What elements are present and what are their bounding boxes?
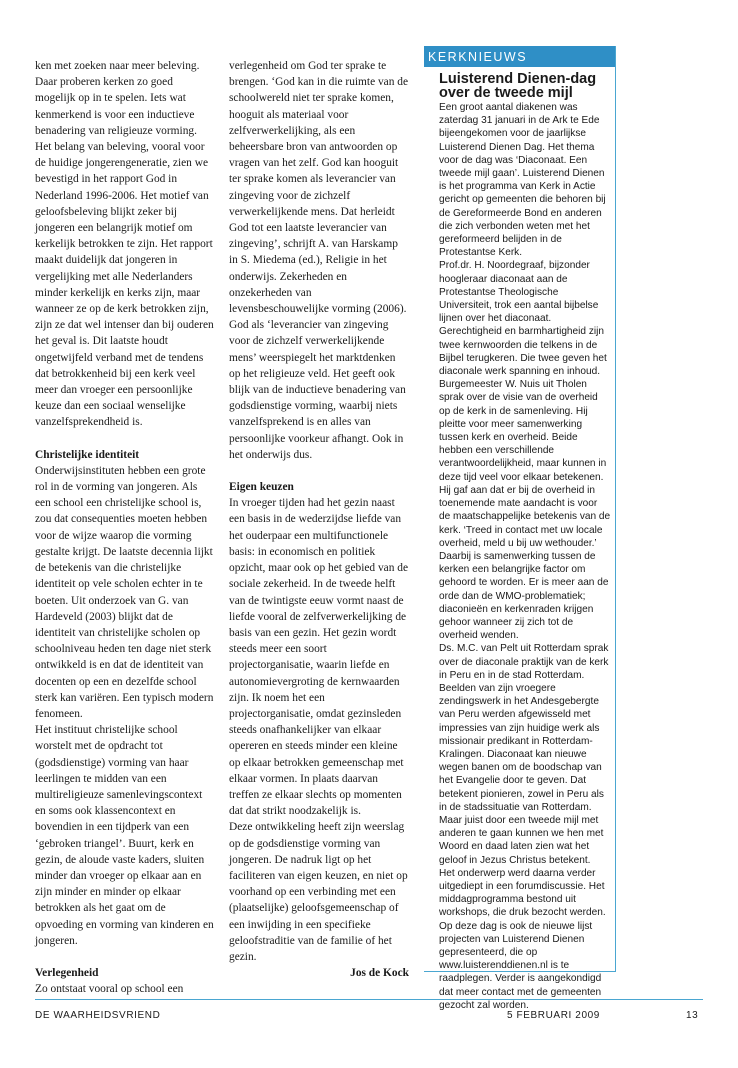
sidebar-headline: Luisterend Dienen-dag over de tweede mijl [439,71,597,101]
column1-paragraph-2: Het belang van beleving, vooral voor de huidige jongerengeneratie, zien we bevestigd in het rapport God in Nederland 1996-2006. Het motief van geloofsbeleving blijkt zeker bij jongeren een belangrijk motief om kerkelijk betrokken te zijn. Het rapport maakt duidelijk dat jongeren in vergelijking met alle Nederlanders minder kerkelijk en kerks zijn, maar wanneer ze op de kerk betrokken zijn, zijn ze dat wel intenser dan bij ouderen het geval is. Dit laatste houdt ongetwijfeld verband met de tendens dat betrokkenheid bij een kerk veel meer dan vroeger een persoonlijke keuze dan een sociaal wenselijke vanzelfsprekendheid is. [35,141,214,429]
article-column-2 [229,58,409,981]
kerknieuws-sidebar [424,46,616,1011]
sidebar-paragraph-5: Het onderwerp werd daarna verder uitgediept in een forumdiscussie. Het middagprogramma bestond uit workshops, die druk bezocht werden. Op deze dag is ook de nieuwe lijst projecten van Luisterend Dienen gepresenteerd, die op www.luisterenddienen.nl is te raadplegen. Verder is aangekondigd dat meer contact met de gemeenten gezocht zal worden. [439,867,606,1011]
section-label: KERKNIEUWS [424,46,615,67]
heading-christelijke-identiteit: Christelijke identiteit [35,448,140,461]
column2-paragraph-1: verlegenheid om God ter sprake te brengen. ‘God kan in die ruimte van de schoolwereld niet ter sprake komen, hooguit als materiaal voor zelfverwerkelijking, als een beheersbare bron van antwoorden op vragen van het zelf. God kan hooguit ter sprake komen als leverancier van zingeving voor de zichzelf verwerkelijkende mens. Dat herleidt God tot een laatste leverancier van zingeving’, schrijft A. van Harskamp in S. Miedema (ed.), Religie in het onderwijs. Zekerheden en onzekerheden van levensbeschouwelijke vorming (2006). [229,60,409,316]
column1-paragraph-4: Het instituut christelijke school worstelt met de opdracht tot (godsdienstige) vorming van haar leerlingen te midden van een multireligieuze samenlevingscontext en soms ook klassencontext en bovendien in een tijdperk van een ‘gebroken triangel’. Buurt, kerk en gezin, de aloude vaste kaders, sluiten minder dan vroeger op elkaar aan en zijn minder en minder op elkaar betrokken als het gaat om de opvoeding en vorming van kinderen en jongeren. [35,724,214,947]
column2-paragraph-2: God als ‘leverancier van zingeving voor de zichzelf verwerkelijkende mens’ weerspiegelt het marktdenken op het religieuze veld. Het geeft ook blijk van de inductieve benadering van godsdienstige vorming, waarbij niets vanzelfsprekend is en alles van persoonlijke voorkeur afhangt. Ook in het onderwijs dus. [229,319,406,461]
heading-verlegenheid: Verlegenheid [35,966,99,979]
footer-publication: DE WAARHEIDSVRIEND [35,1010,161,1021]
column1-paragraph-3: Onderwijsinstituten hebben een grote rol in de vorming van jongeren. Als een school een christelijke school is, zou dat consequenties moeten hebben voor de wijze waarop die vorming gestalte krijgt. De laatste decennia lijkt de betekenis van die christelijke identiteit op vele scholen echter in te boeten. Uit onderzoek van G. van Hardeveld (2003) blijkt dat de identiteit van christelijke scholen op schoolniveau heden ten dage niet sterk ontwikkeld is en dat de identiteit van docenten op een en dezelfde school sterk kan variëren. Een typisch modern fenomeen. [35,464,214,720]
article-column-1 [35,58,215,997]
sidebar-paragraph-4: Ds. M.C. van Pelt uit Rotterdam sprak over de diaconale praktijk van de kerk in Peru en in de stad Rotterdam. Beelden van zijn vroegere zendingswerk in het Andesgebergte van Peru werden afgewisseld met impressies van zijn huidige werk als missionair predikant in Rotterdam-Kralingen. Diaconaat kan nieuwe wegen banen om de boodschap van het Evangelie door te geven. Dat betekent pionieren, zowel in Peru als in de stadssituatie van Rotterdam. Maar juist door een tweede mijl met anderen te gaan kunnen we hen met Woord en daad laten zien wat het geloof in Jezus Christus betekent. [439,643,609,866]
sidebar-body [439,101,611,1012]
footer-date: 5 FEBRUARI 2009 [507,1010,600,1021]
sidebar-paragraph-3: Burgemeester W. Nuis uit Tholen sprak over de visie van de overheid op de kerk in de samenleving. Hij pleitte voor meer samenwerking tussen kerk en overheid. Beide hebben een verschillende verantwoordelijkheid, maar kunnen in deze tijd veel voor elkaar betekenen. Hij gaf aan dat er bij de overheid in toenemende mate aandacht is voor de maatschappelijke betekenis van de kerk. ‘Treed in contact met uw locale overheid, meld u bij uw wethouder.’ Daarbij is samenwerking tussen de kerken een belangrijke factor om gehoord te worden. Er is meer aan de orde dan de WMO-problematiek; diaconieën en kerkenraden krijgen gehoor wanneer zij zich tot de overheid wenden. [439,379,611,642]
column2-paragraph-3: In vroeger tijden had het gezin naast een basis in de wederzijdse liefde van het ouderpaar een multifunctionele basis: in economisch en politiek opzicht, maar ook op het gebied van de sociale zekerheid. In de tweede helft van de twintigste eeuw vormt naast de liefde vooral de zelfverwerkelijking de basis van een gezin. Het gezin wordt steeds meer een soort projectorganisatie, waarin liefde en autonomievergroting de kernwaarden zijn. Ik noem het een projectorganisatie, omdat gezinsleden steeds onafhankelijker van elkaar opereren en steeds minder een kleine op elkaar betrokken gemeenschap met elkaar vormen. In plaats daarvan treffen ze elkaar slechts op momenten dat dat strikt noodzakelijk is. [229,497,409,818]
page-number: 13 [686,1010,699,1021]
column1-intro: ken met zoeken naar meer beleving. Daar proberen kerken zo goed mogelijk op in te spelen. Iets wat kenmerkend is voor een inductieve benadering van religieuze vorming. [35,60,200,137]
sidebar-paragraph-1: Een groot aantal diakenen was zaterdag 31 januari in de Ark te Ede bijeengekomen voor de jaarlijkse Luisterend Dienen Dag. Het thema voor de dag was ‘Diaconaat. Een tweede mijl gaan’. Luisterend Dienen is het programma van Kerk in Actie gericht op gemeenten die behoren bij de Gereformeerde Bond en anderen die zich verbonden weten met het gereformeerd belijden in de Protestantse Kerk. [439,102,606,259]
heading-eigen-keuzen: Eigen keuzen [229,481,294,494]
column1-paragraph-5: Zo ontstaat vooral op school een [35,983,184,996]
footer-divider [35,999,703,1000]
author-signature: Jos de Kock [350,967,409,980]
sidebar-paragraph-2: Prof.dr. H. Noordegraaf, bijzonder hoogleraar diaconaat aan de Protestantse Theologische Universiteit, trok een aantal bijbelse lijnen over het diaconaat. Gerechtigheid en barmhartigheid zijn twee kernwoorden die telkens in de Bijbel terugkeren. Die twee geven het diaconale werk spanning en inhoud. [439,260,607,378]
column2-paragraph-4: Deze ontwikkeling heeft zijn weerslag op de godsdienstige vorming van jongeren. De nadruk ligt op het faciliteren van eigen keuzen, en niet op voorhand op een verbinding met een (plaatselijke) geloofsgemeenschap of een inwijding in een specifieke geloofstraditie van de familie of het gezin. [229,821,408,963]
